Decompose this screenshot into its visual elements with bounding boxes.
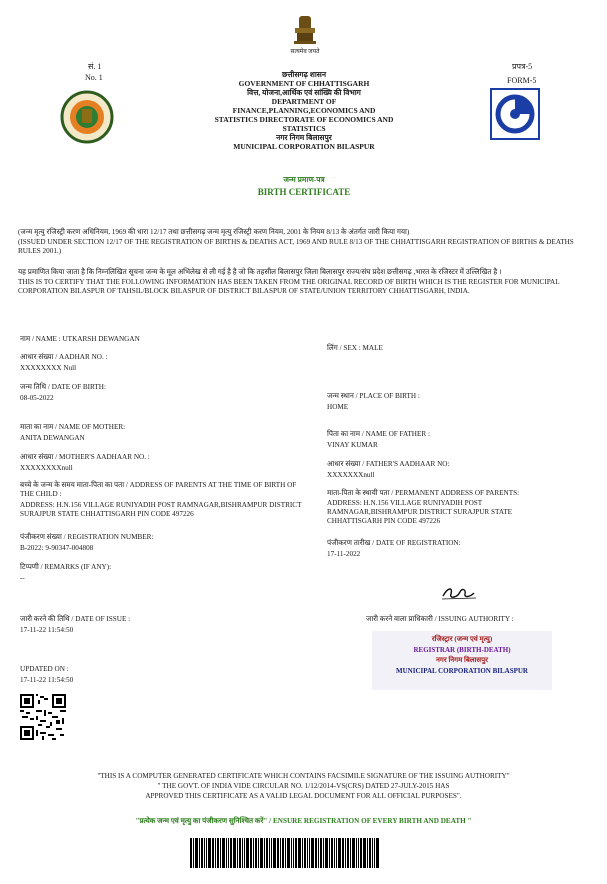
cert-title-hi: जन्म प्रमाण-पत्र	[283, 175, 325, 184]
father-value: VINAY KUMAR	[327, 441, 378, 449]
number-hi: सं. 1	[88, 62, 102, 71]
govt-hi: छत्तीसगढ़ शासन	[281, 70, 327, 79]
updated-label: UPDATED ON :	[20, 665, 69, 673]
regno-label: पंजीकरण संख्या / REGISTRATION NUMBER:	[20, 533, 154, 541]
addr-perm-label: माता-पिता के स्थायी पता / PERMANENT ADDRESS OF PARENTS:	[327, 489, 520, 497]
corp-en: MUNICIPAL CORPORATION BILASPUR	[233, 142, 375, 151]
issue-label: जारी करने की तिथि / DATE OF ISSUE :	[20, 615, 131, 623]
mother-value: ANITA DEWANGAN	[20, 434, 85, 442]
emblem-motto: सत्यमेव जयते	[290, 49, 320, 55]
updated-value: 17-11-22 11:54:50	[20, 676, 74, 684]
regdate-value: 17-11-2022	[327, 550, 361, 558]
govt-en: GOVERNMENT OF CHHATTISGARH	[238, 79, 370, 88]
stamp-line4: MUNICIPAL CORPORATION BILASPUR	[396, 666, 528, 675]
remarks-label: टिप्पणी / REMARKS (IF ANY):	[20, 563, 112, 571]
sex-field: लिंग / SEX : MALE	[327, 344, 383, 352]
addr-perm-value: ADDRESS: H.N.156 VILLAGE RUNIYADIH POST RAMNAGAR,BISHRAMPUR DISTRICT SURAJPUR STATE CHHATTISGARH PIN CODE 497226	[327, 499, 513, 525]
footer-line3: APPROVED THIS CERTIFICATE AS A VALID LEGAL DOCUMENT FOR ALL OFFICIAL PURPOSES".	[145, 792, 462, 800]
issue-value: 17-11-22 11:54:50	[20, 626, 74, 634]
addr-birth-label: बच्चे के जन्म के समय माता-पिता का पता / ADDRESS OF PARENTS AT THE TIME OF BIRTH OF THE CHILD :	[20, 481, 297, 498]
form-en: FORM-5	[507, 76, 537, 85]
father-aadhaar-label: आधार संख्या / FATHER'S AADHAAR NO:	[327, 460, 450, 468]
aadhar-label: आधार संख्या / AADHAR NO. :	[20, 353, 108, 361]
stamp-line3: नगर निगम बिलासपुर	[436, 656, 488, 664]
father-label: पिता का नाम / NAME OF FATHER :	[327, 430, 430, 438]
mother-aadhaar-label: आधार संख्या / MOTHER'S AADHAAR NO. :	[20, 453, 150, 461]
stamp-line2: REGISTRAR (BIRTH-DEATH)	[413, 645, 511, 654]
cert-title-en: BIRTH CERTIFICATE	[257, 187, 351, 197]
issued-hi: (जन्म मृत्यु रजिस्ट्री करण अधिनियम, 1969 की धारा 12/17 तथा छत्तीसगढ़ जन्म मृत्यु रजिस्ट्री करण नियम, 2001 के नियम 8/13 के अंतर्गत जारी किया गया)	[18, 228, 410, 236]
father-aadhaar-value: XXXXXXXnull	[327, 471, 375, 479]
authority-label: जारी करने वाला प्राधिकारी / ISSUING AUTHORITY :	[366, 615, 514, 623]
name-field: नाम / NAME : UTKARSH DEWANGAN	[20, 335, 140, 343]
dept-en-4: STATISTICS	[282, 124, 326, 133]
corp-hi: नगर निगम बिलासपुर	[276, 133, 332, 142]
pob-value: HOME	[327, 403, 349, 411]
dob-label: जन्म तिथि / DATE OF BIRTH:	[20, 383, 106, 391]
registrar-stamp	[372, 631, 552, 690]
crs-logo-icon	[490, 88, 540, 140]
regno-value: B-2022: 9-90347-004808	[20, 544, 94, 552]
certify-en: THIS IS TO CERTIFY THAT THE FOLLOWING INFORMATION HAS BEEN TAKEN FROM THE ORIGINAL RECORD OF BIRTH WHICH IS THE REGISTER FOR MUNICIPAL CORPORATION BILASPUR OF TAHSIL/BLOCK BILASPUR OF DISTRICT BILASPUR OF STATE/UNION TERRITORY CHHATTISGARH, INDIA.	[18, 278, 560, 295]
certify-hi: यह प्रमाणित किया जाता है कि निम्नलिखित सूचना जन्म के मूल अभिलेख से ली गई है है जो कि तहसील बिलासपुर जिला बिलासपुर राज्य/संघ प्रदेश छत्तीसगढ़ ,भारत के रजिस्टर में उल्लिखित है ।	[18, 268, 502, 276]
signature-icon	[440, 584, 480, 602]
dept-en-3: STATISTICS DIRECTORATE OF ECONOMICS AND	[214, 115, 394, 124]
mother-label: माता का नाम / NAME OF MOTHER:	[20, 423, 126, 431]
issued-en: (ISSUED UNDER SECTION 12/17 OF THE REGISTRATION OF BIRTHS & DEATHS ACT, 1969 AND RULE 8/13 OF THE CHHATTISGARH REGISTRATION OF BIRTHS & DEATHS RULES 2001.)	[18, 238, 574, 255]
header-block	[190, 70, 418, 151]
footer-line1: "THIS IS A COMPUTER GENERATED CERTIFICATE WHICH CONTAINS FACSIMILE SIGNATURE OF THE ISSUING AUTHORITY"	[97, 772, 510, 780]
addr-birth-value: ADDRESS: H.N.156 VILLAGE RUNIYADIH POST RAMNAGAR,BISHRAMPUR DISTRICT SURAJPUR STATE CHHATTISGARH PIN CODE 497226	[20, 501, 302, 518]
regdate-label: पंजीकरण तारीख / DATE OF REGISTRATION:	[327, 539, 461, 547]
remarks-value: --	[20, 574, 25, 582]
pob-label: जन्म स्थान / PLACE OF BIRTH :	[327, 392, 420, 400]
qr-code	[20, 694, 66, 740]
dept-en-2: FINANCE,PLANNING,ECONOMICS AND	[232, 106, 376, 115]
slogan: "प्रत्येक जन्म एवं मृत्यु का पंजीकरण सुनिश्चित करें" / ENSURE REGISTRATION OF EVERY BIRTH AND DEATH "	[135, 817, 472, 825]
number-en: No. 1	[85, 73, 103, 82]
dob-value: 08-05-2022	[20, 394, 54, 402]
aadhar-value: XXXXXXXX Null	[20, 364, 77, 372]
footer-line2: " THE GOVT. OF INDIA VIDE CIRCULAR NO. 1/12/2014-VS(CRS) DATED 27-JULY-2015 HAS	[157, 782, 450, 790]
chhattisgarh-seal-icon	[60, 90, 114, 144]
barcode	[190, 838, 418, 870]
dept-en-1: DEPARTMENT OF	[271, 97, 337, 106]
form-hi: प्रपत्र-5	[512, 62, 533, 71]
dept-hi: वित्त, योजना,आर्थिक एवं सांख्यि की विभाग	[247, 88, 361, 97]
mother-aadhaar-value: XXXXXXXXnull	[20, 464, 73, 472]
national-emblem-icon	[290, 14, 320, 48]
stamp-line1: रजिस्ट्रार (जन्म एवं मृत्यु)	[431, 635, 493, 643]
